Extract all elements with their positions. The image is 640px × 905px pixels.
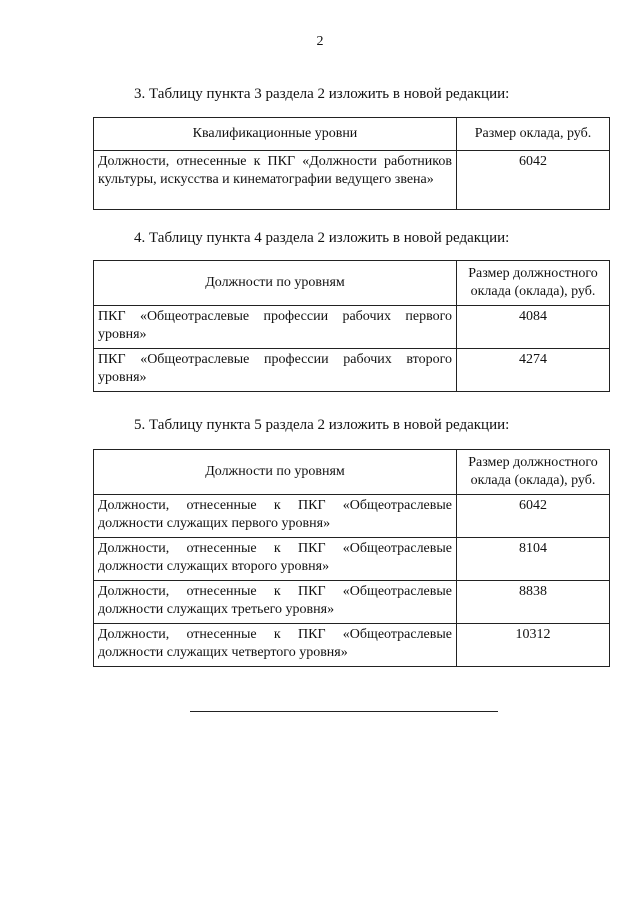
table-qualification-levels	[93, 117, 610, 210]
salary-value-cell: 8838	[457, 581, 610, 624]
table-employee-positions	[93, 449, 610, 667]
footer-separator-line	[190, 711, 498, 712]
table-row	[94, 349, 610, 392]
section-3-heading: 3. Таблицу пункта 3 раздела 2 изложить в новой редакции:	[134, 86, 510, 102]
header-positions-by-level: Должности по уровням	[94, 450, 457, 495]
table-row	[94, 538, 610, 581]
position-name-cell: ПКГ «Общеотраслевые профессии рабочих первого уровня»	[94, 306, 457, 349]
salary-value-cell: 6042	[457, 151, 610, 210]
salary-value-cell: 6042	[457, 495, 610, 538]
header-official-salary: Размер должностного оклада (оклада), руб.	[457, 450, 610, 495]
table-header-row	[94, 118, 610, 151]
section-4-heading: 4. Таблицу пункта 4 раздела 2 изложить в новой редакции:	[134, 230, 510, 246]
section-5-heading: 5. Таблицу пункта 5 раздела 2 изложить в новой редакции:	[134, 417, 510, 433]
header-official-salary: Размер должностного оклада (оклада), руб.	[457, 261, 610, 306]
position-name-cell: Должности, отнесенные к ПКГ «Общеотраслевые должности служащих первого уровня»	[94, 495, 457, 538]
table-row	[94, 624, 610, 667]
position-name-cell: ПКГ «Общеотраслевые профессии рабочих второго уровня»	[94, 349, 457, 392]
salary-value-cell: 4274	[457, 349, 610, 392]
header-positions-by-level: Должности по уровням	[94, 261, 457, 306]
table-header-row	[94, 450, 610, 495]
position-name-cell: Должности, отнесенные к ПКГ «Общеотраслевые должности служащих второго уровня»	[94, 538, 457, 581]
table-row	[94, 151, 610, 210]
header-salary: Размер оклада, руб.	[457, 118, 610, 151]
table-row	[94, 495, 610, 538]
salary-value-cell: 10312	[457, 624, 610, 667]
table-worker-professions	[93, 260, 610, 392]
position-name-cell: Должности, отнесенные к ПКГ «Общеотраслевые должности служащих четвертого уровня»	[94, 624, 457, 667]
table-row	[94, 581, 610, 624]
position-name-cell: Должности, отнесенные к ПКГ «Общеотраслевые должности служащих третьего уровня»	[94, 581, 457, 624]
position-name-cell: Должности, отнесенные к ПКГ «Должности работников культуры, искусства и кинематографии ведущего звена»	[94, 151, 457, 210]
table-header-row	[94, 261, 610, 306]
salary-value-cell: 8104	[457, 538, 610, 581]
header-qualification-levels: Квалификационные уровни	[94, 118, 457, 151]
salary-value-cell: 4084	[457, 306, 610, 349]
page-number: 2	[316, 34, 324, 49]
table-row	[94, 306, 610, 349]
